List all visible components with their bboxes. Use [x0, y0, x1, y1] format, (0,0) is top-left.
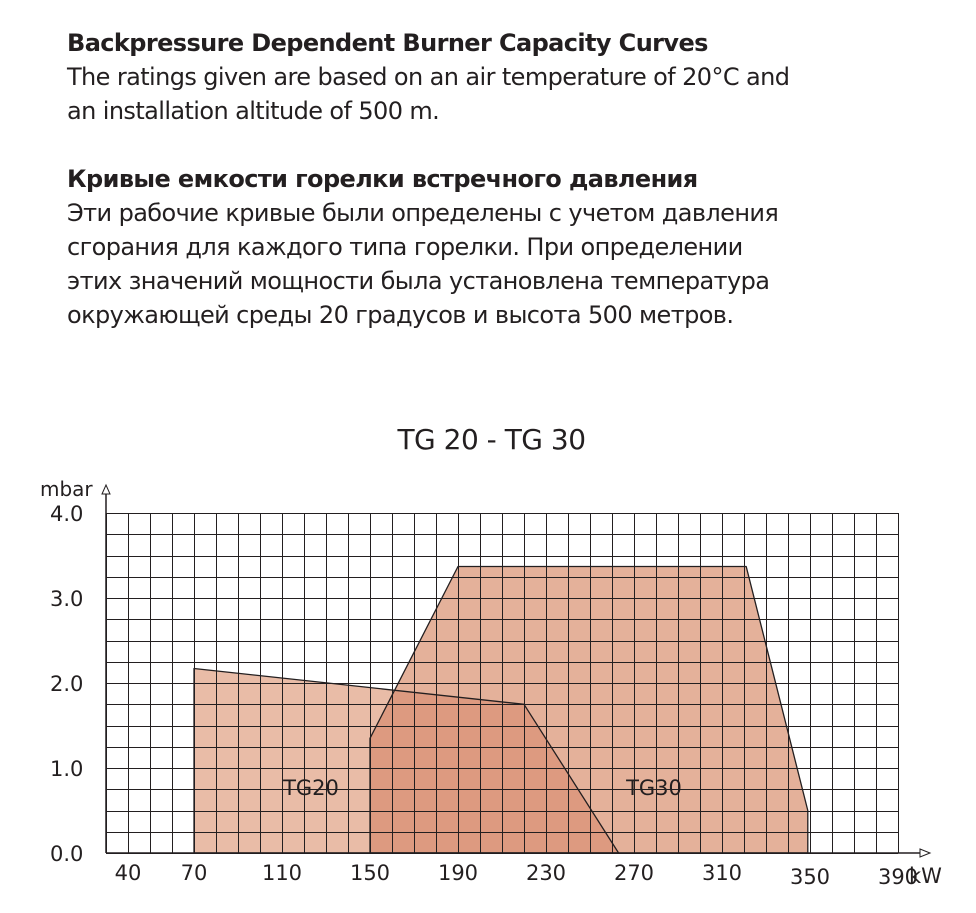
y-axis-label: mbar — [40, 477, 93, 501]
x-axis-arrow-icon — [920, 849, 930, 857]
y-axis-arrow-icon — [102, 485, 110, 494]
y-tick-label: 3.0 — [50, 587, 84, 611]
intro-ru-line: Эти рабочие кривые были определены с учетом давления — [67, 199, 779, 227]
x-tick-label: 150 — [349, 861, 391, 885]
y-tick-label: 4.0 — [50, 502, 84, 526]
chart-title: TG 20 - TG 30 — [397, 423, 586, 456]
x-tick-label: 40 — [114, 861, 142, 885]
x-tick-label: 190 — [437, 861, 479, 885]
intro-ru-heading: Кривые емкости горелки встречного давления — [67, 165, 698, 193]
x-tick-label: 70 — [180, 861, 208, 885]
y-tick-label: 1.0 — [50, 757, 84, 781]
x-tick-label: 230 — [525, 861, 567, 885]
series-label-tg30: TG30 — [626, 776, 682, 800]
intro-ru-line: этих значений мощности была установлена температура — [67, 267, 770, 295]
x-axis-label: kW — [909, 864, 942, 888]
series-label-tg20: TG20 — [283, 776, 339, 800]
intro-en-line: an installation altitude of 500 m. — [67, 97, 440, 125]
x-tick-label: 390 — [877, 865, 919, 889]
intro-ru-line: сгорания для каждого типа горелки. При определении — [67, 233, 743, 261]
x-tick-label: 310 — [701, 861, 743, 885]
x-tick-label: 110 — [261, 861, 303, 885]
x-tick-label: 350 — [789, 865, 831, 889]
y-tick-label: 0.0 — [50, 842, 84, 866]
x-tick-label: 270 — [613, 861, 655, 885]
intro-en-line: The ratings given are based on an air temperature of 20°C and — [67, 63, 790, 91]
intro-ru-line: окружающей среды 20 градусов и высота 500 метров. — [67, 301, 734, 329]
y-tick-label: 2.0 — [50, 672, 84, 696]
intro-en-heading: Backpressure Dependent Burner Capacity Curves — [67, 29, 708, 57]
